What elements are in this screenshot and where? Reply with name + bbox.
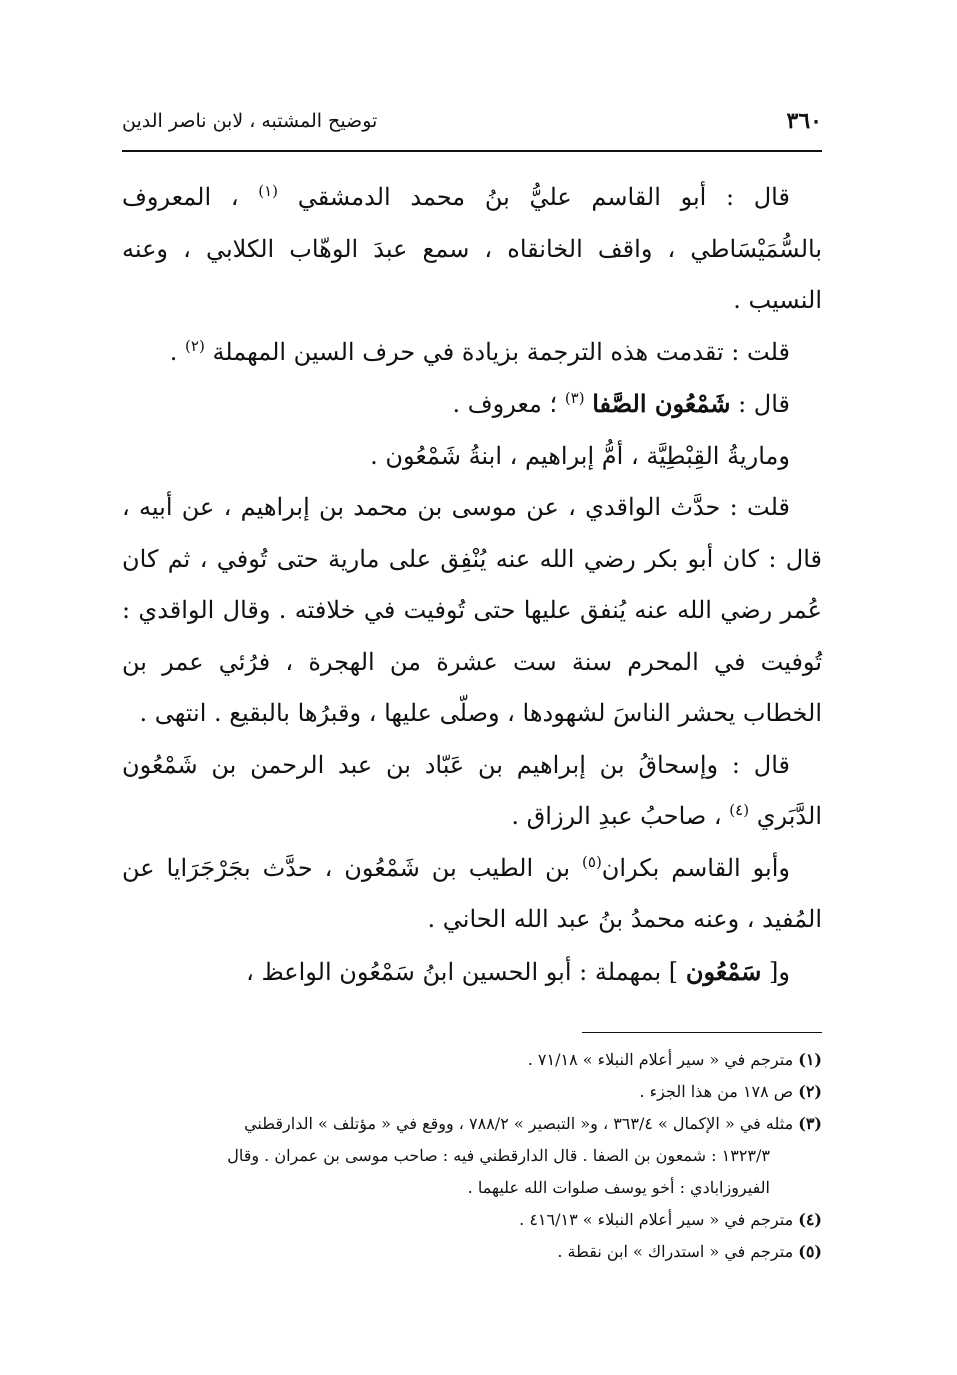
footnote-text: ص ١٧٨ من هذا الجزء . xyxy=(639,1082,794,1101)
footnote-1 xyxy=(122,1044,822,1076)
page-header xyxy=(122,98,822,152)
footnote-text: الفيروزابادي : أخو يوسف صلوات الله عليهما . xyxy=(467,1178,770,1197)
paragraph-text: ، صاحبُ عبدِ الرزاق . xyxy=(511,802,722,830)
main-text xyxy=(122,172,822,998)
paragraph-text: ، المعروف بالسُّمَيْسَاطي ، واقف الخانقاه ، سمع عبدَ الوهّاب الكلابي ، وعنه النسيب . xyxy=(122,183,822,314)
footnote-label: (٥) xyxy=(798,1242,822,1261)
footnote-label: (١) xyxy=(798,1050,822,1069)
paragraph-1 xyxy=(122,172,822,327)
paragraph-text: ] بمهملة : أبو الحسين ابنُ سَمْعُون الواعظ ، xyxy=(246,957,679,986)
footnote-3-continued xyxy=(122,1172,822,1204)
footnote-3-continued xyxy=(122,1140,822,1172)
paragraph-text: بن الطيب بن شَمْعُون ، حدَّث بجَرْجَرَايا عن المُفيد ، وعنه محمدُ بنُ عبد الله الحاني . xyxy=(122,853,822,933)
paragraph-8 xyxy=(122,946,822,999)
footnote-label: (٣) xyxy=(798,1114,822,1133)
page-number: ٣٦٠ xyxy=(786,108,822,134)
footnote-ref[interactable]: (٥) xyxy=(582,852,602,871)
footnote-3 xyxy=(122,1108,822,1140)
paragraph-5: قلت : حدَّث الواقدي ، عن موسى بن محمد بن إبراهيم ، عن أبيه ، قال : كان أبو بكر رضي الله عنه يُنْفِق على مارية حتى تُوفي ، ثم كان عُمر رضي الله عنه يُنفق عليها حتى تُوفيت في خلافته . وقال الواقدي : تُوفيت في المحرم سنة ست عشرة من الهجرة ، فرُئي عمر بن الخطاب يحشر الناسَ لشهودها ، وصلّى عليها ، وقبرُها بالبقيع . انتهى . xyxy=(122,493,822,727)
footnote-text: ١٣٢٣/٣ : شمعون بن الصفا . قال الدارقطني فيه : صاحب موسى بن عمران . وقال xyxy=(227,1146,770,1165)
footnote-5 xyxy=(122,1236,822,1268)
footnote-text: مترجم في « سير أعلام النبلاء » ٧١/١٨ . xyxy=(527,1050,794,1069)
paragraph-text: وأبو القاسم بكران xyxy=(601,853,790,882)
footnote-ref[interactable]: (١) xyxy=(258,182,279,200)
paragraph-7 xyxy=(122,843,822,946)
footnote-4 xyxy=(122,1204,822,1236)
entry-name: شَمْعُون الصَّفا xyxy=(592,389,731,418)
footnote-text: مثله في « الإكمال » ٣٦٣/٤ ، و« التبصير » ٧٨٨/٢ ، ووقع في « مؤتلف » الدارقطني xyxy=(244,1114,794,1133)
footnotes xyxy=(122,1044,822,1268)
paragraph-6 xyxy=(122,740,822,843)
footnote-ref[interactable]: (٣) xyxy=(564,389,585,407)
paragraph-text: قال : وإسحاقُ بن إبراهيم بن عَبّاد بن عبد الرحمن بن شَمْعُون الدَّبَري xyxy=(122,750,822,830)
footnote-text: مترجم في « استدراك » ابن نقطة . xyxy=(557,1242,794,1261)
running-title: توضيح المشتبه ، لابن ناصر الدين xyxy=(122,110,378,132)
footnote-divider xyxy=(582,1032,822,1033)
paragraph-text: . xyxy=(169,337,178,366)
paragraph-text: ؛ معروف . xyxy=(452,390,558,418)
footnote-label: (٤) xyxy=(798,1210,822,1229)
paragraph-3 xyxy=(122,378,822,431)
footnote-ref[interactable]: (٢) xyxy=(185,336,205,355)
footnote-text: مترجم في « سير أعلام النبلاء » ٤١٦/١٣ . xyxy=(519,1210,794,1229)
paragraph-2 xyxy=(122,327,822,379)
paragraph-4: وماريةُ القِبْطِيَّة ، أمُّ إبراهيم ، ابنةُ شَمْعُون . xyxy=(370,441,790,470)
footnote-label: (٢) xyxy=(798,1082,822,1101)
paragraph-text: قلت : تقدمت هذه الترجمة بزيادة في حرف السين المهملة xyxy=(212,337,790,366)
entry-name: سَمْعُون xyxy=(685,956,762,986)
footnote-ref[interactable]: (٤) xyxy=(729,801,750,819)
paragraph-text: قال : xyxy=(738,390,790,418)
paragraph-text: قال : أبو القاسم عليُّ بنُ محمد الدمشقي xyxy=(297,183,790,211)
footnote-2 xyxy=(122,1076,822,1108)
paragraph-text: و[ xyxy=(769,957,790,986)
